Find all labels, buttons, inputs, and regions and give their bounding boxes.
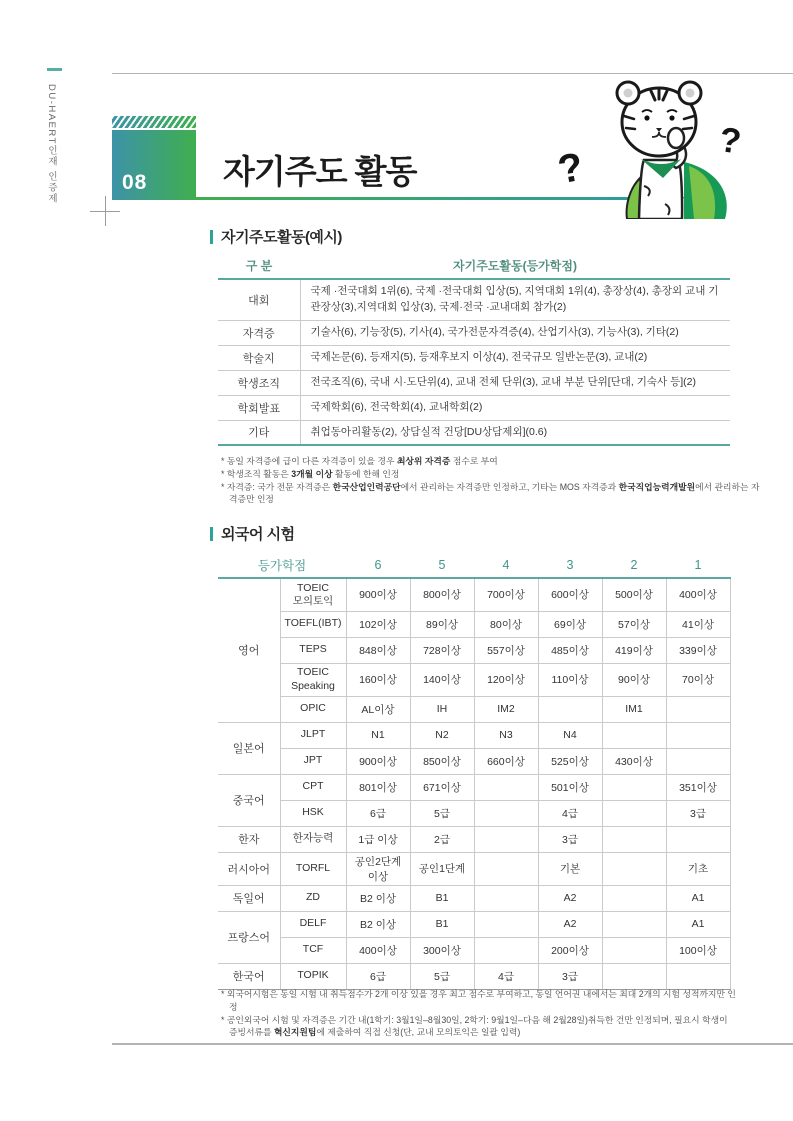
category-cell: 학회발표 (218, 395, 300, 420)
score-cell: 기본 (538, 852, 602, 885)
footnote (221, 988, 737, 1014)
test-name-cell (280, 663, 346, 696)
activity-cell: 국제 ·전국대회 1위(6), 국제 ·전국대회 입상(5), 지역대회 1위(4), 총장상(4), 총장외 교내 기관장상(3),지역대회 입상(3), 국제·전국 ·교내대회 참가(2) (310, 285, 719, 313)
score-cell: 500이상 (602, 578, 666, 611)
footnote-text: 점수로 부여 (450, 456, 498, 466)
score-cell (666, 963, 730, 989)
score-cell (666, 696, 730, 722)
category-cell: 학술지 (218, 345, 300, 370)
score-cell: 660이상 (474, 748, 538, 774)
table-row (218, 963, 730, 989)
score-cell: 69이상 (538, 611, 602, 637)
table-row (218, 395, 730, 420)
table-row (218, 852, 730, 885)
score-cell (602, 937, 666, 963)
score-cell (602, 826, 666, 852)
column-header-credit: 1 (666, 553, 730, 578)
score-cell: 2급 (410, 826, 474, 852)
table-row (218, 800, 730, 826)
question-mark-icon: ? (716, 120, 744, 162)
test-name-cell (280, 578, 346, 611)
table-row (218, 748, 730, 774)
score-cell: 140이상 (410, 663, 474, 696)
footnote-text: 에서 관리하는 자격증만 인정 (229, 481, 760, 505)
score-cell (474, 911, 538, 937)
score-cell: A1 (666, 885, 730, 911)
footnote (221, 455, 766, 468)
score-cell: 110이상 (538, 663, 602, 696)
foreign-language-test-table (218, 553, 731, 990)
section-heading-foreign-language (210, 523, 295, 544)
score-cell (602, 963, 666, 989)
score-cell (602, 722, 666, 748)
column-header-category: 구 분 (218, 253, 300, 279)
table-row (218, 911, 730, 937)
score-cell: 700이상 (474, 578, 538, 611)
section-heading-label: 자기주도활동(예시) (221, 229, 342, 246)
score-cell: IM1 (602, 696, 666, 722)
test-name-line: TOEIC (297, 666, 329, 679)
score-cell: 600이상 (538, 578, 602, 611)
table-row (218, 320, 730, 345)
column-header-credit: 4 (474, 553, 538, 578)
score-cell: 102이상 (346, 611, 410, 637)
table-row (218, 420, 730, 445)
footnote-emphasis: 한국직업능력개발원 (618, 481, 696, 492)
score-cell (666, 748, 730, 774)
activity-cell: 국제학회(6), 전국학회(4), 교내학회(2) (300, 395, 730, 420)
score-cell: 3급 (538, 826, 602, 852)
score-cell: 728이상 (410, 637, 474, 663)
score-cell: 850이상 (410, 748, 474, 774)
self-directed-activities-table (218, 253, 730, 446)
footnote-text: * 공인외국어 시험 및 자격증은 기간 내(1학기: 3월1일–8월30일, 2학기: 9월1일–다음 해 2월28일)취득한 건만 인정되며, 필요시 학생이 증빙서류를 (221, 1014, 728, 1038)
score-cell: N3 (474, 722, 538, 748)
score-cell (538, 696, 602, 722)
score-cell: 6급 (346, 963, 410, 989)
score-cell: 5급 (410, 963, 474, 989)
score-cell: N1 (346, 722, 410, 748)
footnote (221, 1014, 737, 1040)
table-row (218, 611, 730, 637)
score-cell: 419이상 (602, 637, 666, 663)
language-cell: 한국어 (218, 963, 280, 989)
score-cell: 41이상 (666, 611, 730, 637)
category-cell: 자격증 (218, 320, 300, 345)
score-cell: B1 (410, 885, 474, 911)
score-cell: A1 (666, 911, 730, 937)
table-row (218, 937, 730, 963)
column-header-credit: 5 (410, 553, 474, 578)
footnote-text: * 자격증: 국가 전문 자격증은 (221, 481, 333, 492)
test-name-cell: JPT (280, 748, 346, 774)
score-cell: 4급 (474, 963, 538, 989)
language-cell: 러시아어 (218, 852, 280, 885)
category-cell: 학생조직 (218, 370, 300, 395)
score-cell: 90이상 (602, 663, 666, 696)
question-mark-icon: ? (554, 144, 587, 193)
score-cell: 671이상 (410, 774, 474, 800)
score-cell (474, 937, 538, 963)
footnote-text: * 동일 자격증에 급이 다른 자격증이 있을 경우 (221, 456, 397, 466)
test-name-cell: OPIC (280, 696, 346, 722)
activity-cell: 취업동아리활동(2), 상담실적 건당[DU상담제외](0.6) (300, 420, 730, 445)
score-cell: 4급 (538, 800, 602, 826)
score-cell: 80이상 (474, 611, 538, 637)
score-cell: IM2 (474, 696, 538, 722)
section-heading-activities (210, 226, 342, 247)
score-cell (666, 826, 730, 852)
footnote-text: * 외국어시험은 동일 시험 내 취득점수가 2개 이상 있을 경우 최고 점수로 부여하고, 동일 언어권 내에서는 최대 2개의 시험 성적까지만 인정 (221, 989, 736, 1012)
language-cell: 일본어 (218, 722, 280, 774)
score-cell (474, 800, 538, 826)
score-cell: 57이상 (602, 611, 666, 637)
activities-table-body (218, 279, 730, 445)
table-row (218, 696, 730, 722)
test-name-cell: 한자능력 (280, 826, 346, 852)
score-cell (474, 774, 538, 800)
side-accent-dash (47, 68, 62, 71)
language-cell: 중국어 (218, 774, 280, 826)
score-cell: 6급 (346, 800, 410, 826)
test-name-cell: TOEFL(IBT) (280, 611, 346, 637)
category-cell: 기타 (218, 420, 300, 445)
column-header-credit: 2 (602, 553, 666, 578)
score-cell: 기초 (666, 852, 730, 885)
bottom-rule (112, 1043, 793, 1045)
score-cell: 501이상 (538, 774, 602, 800)
score-cell: 900이상 (346, 748, 410, 774)
score-cell (602, 911, 666, 937)
activity-cell: 국제논문(6), 등재지(5), 등재후보지 이상(4), 전국규모 일반논문(3), 교내(2) (300, 345, 730, 370)
table-row (218, 663, 730, 696)
test-name-cell: TOPIK (280, 963, 346, 989)
side-label: DU-HAERT인재 인증제 (46, 84, 57, 205)
column-header-credit: 6 (346, 553, 410, 578)
score-cell: 351이상 (666, 774, 730, 800)
heading-accent-bar (210, 230, 213, 244)
score-cell: 160이상 (346, 663, 410, 696)
test-name-cell: HSK (280, 800, 346, 826)
table-header-row (218, 553, 730, 578)
table-row (218, 345, 730, 370)
table-row (218, 279, 730, 320)
footnote-text: * 학생조직 활동은 (221, 468, 292, 479)
score-cell (602, 852, 666, 885)
score-cell: 200이상 (538, 937, 602, 963)
column-header-credits-label: 등가학점 (218, 553, 346, 578)
language-cell: 영어 (218, 578, 280, 722)
score-cell (602, 885, 666, 911)
score-cell: B2 이상 (346, 911, 410, 937)
test-name-cell: TEPS (280, 637, 346, 663)
category-cell: 대회 (218, 279, 300, 320)
table-row (218, 722, 730, 748)
page-number: 08 (122, 171, 148, 194)
table-header-row (218, 253, 730, 279)
score-cell (602, 800, 666, 826)
score-cell (474, 885, 538, 911)
score-cell: 900이상 (346, 578, 410, 611)
score-cell: 485이상 (538, 637, 602, 663)
page-title: 자기주도 활동 (223, 153, 417, 190)
score-cell: 801이상 (346, 774, 410, 800)
score-cell: A2 (538, 911, 602, 937)
score-cell (474, 826, 538, 852)
score-cell (602, 774, 666, 800)
score-cell: 공인1단계 (410, 852, 474, 885)
score-cell: N2 (410, 722, 474, 748)
footnote (221, 468, 766, 481)
language-footnotes (221, 988, 737, 1039)
score-cell: B1 (410, 911, 474, 937)
score-cell: 848이상 (346, 637, 410, 663)
test-name-cell: JLPT (280, 722, 346, 748)
test-name-cell: TCF (280, 937, 346, 963)
page-number-box (112, 116, 196, 200)
footnote (221, 481, 766, 507)
score-cell: 557이상 (474, 637, 538, 663)
score-cell: N4 (538, 722, 602, 748)
footnote-emphasis: 최상위 자격증 (396, 456, 451, 466)
score-cell: 400이상 (346, 937, 410, 963)
score-cell: 1급 이상 (346, 826, 410, 852)
test-name-cell: DELF (280, 911, 346, 937)
score-cell: 5급 (410, 800, 474, 826)
score-cell: 430이상 (602, 748, 666, 774)
score-cell: 공인2단계 이상 (346, 852, 410, 885)
test-name-cell: CPT (280, 774, 346, 800)
column-header-credit: 3 (538, 553, 602, 578)
language-cell: 한자 (218, 826, 280, 852)
score-cell: 525이상 (538, 748, 602, 774)
footnote-emphasis: 3개월 이상 (291, 468, 333, 479)
table-row (218, 578, 730, 611)
score-cell (666, 722, 730, 748)
heading-accent-bar (210, 527, 213, 541)
crop-mark (105, 196, 106, 226)
score-cell: 70이상 (666, 663, 730, 696)
test-name-line: Speaking (291, 679, 335, 692)
score-cell: 3급 (538, 963, 602, 989)
table-row (218, 885, 730, 911)
score-cell: 400이상 (666, 578, 730, 611)
activity-cell: 기술사(6), 기능장(5), 기사(4), 국가전문자격증(4), 산업기사(3), 기능사(3), 기타(2) (300, 320, 730, 345)
table-row (218, 826, 730, 852)
score-cell: 800이상 (410, 578, 474, 611)
test-name-line: 모의토익 (292, 594, 334, 607)
footnote-text: 에 제출하여 직접 신청(단, 교내 모의토익은 일괄 입력) (316, 1027, 521, 1038)
score-cell: 339이상 (666, 637, 730, 663)
score-cell: 300이상 (410, 937, 474, 963)
score-cell: 3급 (666, 800, 730, 826)
score-cell (474, 852, 538, 885)
language-cell: 프랑스어 (218, 911, 280, 963)
footnote-text: 활동에 한해 인정 (332, 468, 400, 479)
score-cell: IH (410, 696, 474, 722)
score-cell: 89이상 (410, 611, 474, 637)
score-cell: 100이상 (666, 937, 730, 963)
score-cell: 120이상 (474, 663, 538, 696)
footnote-text: 에서 관리하는 자격증만 인정하고, 기타는 MOS 자격증과 (400, 481, 619, 492)
score-cell: AL이상 (346, 696, 410, 722)
tiger-mascot-icon (548, 72, 753, 219)
score-cell: A2 (538, 885, 602, 911)
footnote-emphasis: 한국산업인력공단 (332, 481, 401, 492)
test-name-cell: ZD (280, 885, 346, 911)
activities-footnotes (221, 455, 766, 506)
test-name-cell: TORFL (280, 852, 346, 885)
activity-cell: 전국조직(6), 국내 시·도단위(4), 교내 전체 단위(3), 교내 부분 단위[단대, 기숙사 등](2) (300, 370, 730, 395)
table-row (218, 774, 730, 800)
column-header-activities: 자기주도활동(등가학점) (300, 253, 730, 279)
language-table-body (218, 578, 730, 989)
footnote-emphasis: 혁신지원팀 (273, 1027, 317, 1038)
section-heading-label: 외국어 시험 (221, 526, 295, 543)
test-name-line: TOEIC (297, 581, 329, 594)
score-cell: B2 이상 (346, 885, 410, 911)
table-row (218, 637, 730, 663)
table-row (218, 370, 730, 395)
language-cell: 독일어 (218, 885, 280, 911)
